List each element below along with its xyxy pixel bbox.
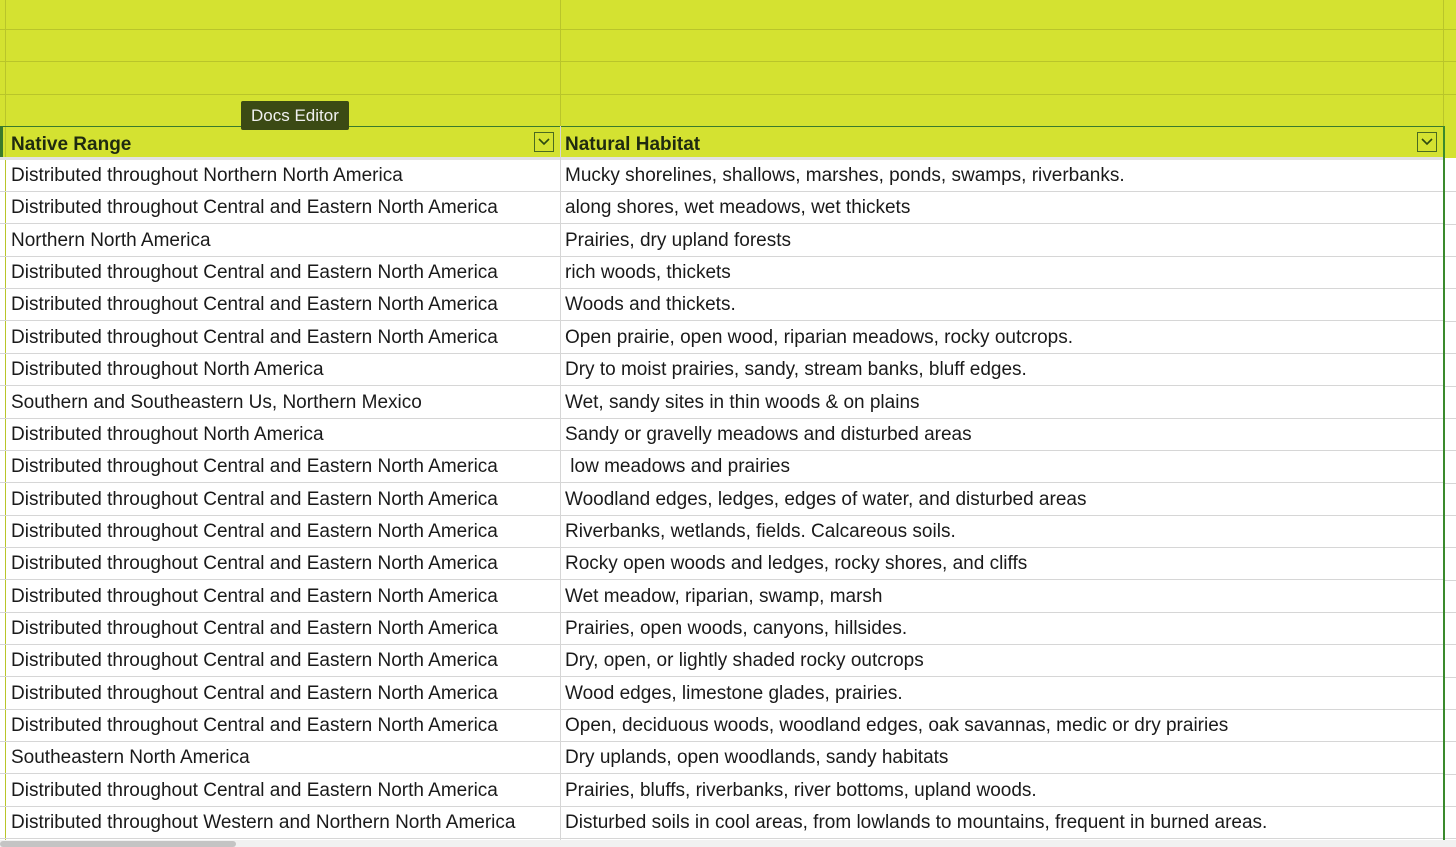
table-row [0, 419, 1444, 451]
table-row [0, 160, 1444, 192]
stub-row-line [1445, 547, 1456, 548]
cell-natural-habitat[interactable]: Wood edges, limestone glades, prairies. [565, 682, 903, 704]
stub-row-line [1445, 256, 1456, 257]
stub-row-line [1445, 515, 1456, 516]
stub-row-line [1445, 418, 1456, 419]
cell-natural-habitat[interactable]: Open, deciduous woods, woodland edges, oak savannas, medic or dry prairies [565, 715, 1229, 736]
cell-natural-habitat[interactable]: Rocky open woods and ledges, rocky shores, and cliffs [565, 553, 1028, 575]
cell-native-range[interactable]: Distributed throughout Central and Eastern North America [11, 617, 498, 639]
stub-row-line [1445, 321, 1456, 322]
table-row [0, 807, 1444, 839]
table-row [0, 548, 1444, 580]
cell-native-range[interactable]: Distributed throughout Western and Northern North America [11, 812, 516, 833]
cell-natural-habitat[interactable]: Prairies, dry upland forests [565, 229, 791, 251]
stub-row-line [1445, 612, 1456, 613]
cell-native-range[interactable]: Distributed throughout Central and Eastern North America [11, 520, 498, 542]
stub-row-line [1445, 774, 1456, 775]
cell-native-range[interactable]: Distributed throughout Central and Eastern North America [11, 779, 498, 801]
cell-native-range[interactable]: Distributed throughout Central and Eastern North America [11, 715, 498, 736]
table-row [0, 516, 1444, 548]
cell-native-range[interactable]: Distributed throughout Central and Eastern North America [11, 650, 498, 672]
stub-row-line [1445, 806, 1456, 807]
table-row [0, 225, 1444, 257]
stub-row-line [1445, 288, 1456, 289]
cell-natural-habitat[interactable]: Wet, sandy sites in thin woods & on plains [565, 391, 920, 413]
filter-button-natural-habitat[interactable] [1417, 132, 1437, 152]
cell-native-range[interactable]: Distributed throughout Central and Eastern North America [11, 553, 498, 575]
cell-natural-habitat[interactable]: Mucky shorelines, shallows, marshes, ponds, swamps, riverbanks. [565, 165, 1125, 186]
cell-natural-habitat[interactable]: Woodland edges, ledges, edges of water, and disturbed areas [565, 488, 1087, 510]
stub-row-line [1445, 450, 1456, 451]
horizontal-scrollbar-thumb[interactable] [0, 841, 236, 847]
table-row [0, 322, 1444, 354]
cell-natural-habitat[interactable]: Disturbed soils in cool areas, from lowlands to mountains, frequent in burned areas. [565, 812, 1268, 833]
cell-natural-habitat[interactable]: Prairies, open woods, canyons, hillsides. [565, 617, 908, 639]
cell-native-range[interactable]: Distributed throughout Central and Eastern North America [11, 456, 498, 478]
cell-natural-habitat[interactable]: low meadows and prairies [565, 456, 790, 478]
cell-native-range[interactable]: Distributed throughout Central and Eastern North America [11, 488, 498, 510]
chevron-down-icon [535, 133, 553, 151]
cell-native-range[interactable]: Distributed throughout Central and Eastern North America [11, 197, 498, 219]
table-row [0, 257, 1444, 289]
table-row [0, 192, 1444, 224]
table-row [0, 775, 1444, 807]
selection-edge [0, 126, 3, 157]
cell-natural-habitat[interactable]: Prairies, bluffs, riverbanks, river bottoms, upland woods. [565, 779, 1037, 801]
cell-native-range[interactable]: Distributed throughout Central and Eastern North America [11, 262, 498, 284]
stub-row-line [1445, 224, 1456, 225]
band-row-divider [0, 94, 1456, 95]
band-row-divider [0, 29, 1456, 30]
cell-native-range[interactable]: Northern North America [11, 229, 211, 251]
table-row [0, 742, 1444, 774]
stub-row-line [1445, 483, 1456, 484]
header-row [0, 126, 1444, 158]
cell-natural-habitat[interactable]: Wet meadow, riparian, swamp, marsh [565, 585, 883, 607]
table-row [0, 354, 1444, 386]
cell-natural-habitat[interactable]: Riverbanks, wetlands, fields. Calcareous soils. [565, 520, 956, 542]
column-divider [560, 126, 561, 842]
stub-row-line [1445, 580, 1456, 581]
cell-natural-habitat[interactable]: Sandy or gravelly meadows and disturbed areas [565, 423, 972, 445]
column-header-native-range[interactable]: Native Range [11, 134, 132, 155]
stub-row-line [1445, 644, 1456, 645]
stub-row-line [1445, 353, 1456, 354]
table-row [0, 678, 1444, 710]
table-row [0, 581, 1444, 613]
table-row [0, 484, 1444, 516]
cell-native-range[interactable]: Distributed throughout Central and Eastern North America [11, 326, 498, 348]
stub-row-line [1445, 741, 1456, 742]
table-row [0, 289, 1444, 321]
cell-native-range[interactable]: Southern and Southeastern Us, Northern Mexico [11, 391, 422, 413]
next-column-stub [1445, 160, 1456, 842]
cell-natural-habitat[interactable]: rich woods, thickets [565, 262, 731, 284]
table-row [0, 451, 1444, 483]
cell-natural-habitat[interactable]: Dry, open, or lightly shaded rocky outcrops [565, 650, 924, 672]
column-header-natural-habitat[interactable]: Natural Habitat [565, 134, 701, 155]
cell-native-range[interactable]: Distributed throughout Northern North America [11, 165, 403, 186]
cell-native-range[interactable]: Southeastern North America [11, 747, 250, 769]
table-row [0, 645, 1444, 677]
cell-native-range[interactable]: Distributed throughout Central and Eastern North America [11, 682, 498, 704]
stub-row-line [1445, 191, 1456, 192]
table-row [0, 387, 1444, 419]
stub-row-line [1445, 709, 1456, 710]
cell-native-range[interactable]: Distributed throughout Central and Eastern North America [11, 585, 498, 607]
cell-natural-habitat[interactable]: Open prairie, open wood, riparian meadows, rocky outcrops. [565, 326, 1073, 348]
cell-natural-habitat[interactable]: Woods and thickets. [565, 294, 736, 316]
band-row-divider [0, 61, 1456, 62]
table-row [0, 710, 1444, 742]
cell-natural-habitat[interactable]: Dry uplands, open woodlands, sandy habitats [565, 747, 949, 769]
cell-natural-habitat[interactable]: along shores, wet meadows, wet thickets [565, 197, 911, 219]
stub-row-line [1445, 386, 1456, 387]
table-row [0, 613, 1444, 645]
cell-native-range[interactable]: Distributed throughout North America [11, 359, 324, 381]
stub-row-line [1445, 677, 1456, 678]
filter-button-native-range[interactable] [534, 132, 554, 152]
cell-natural-habitat[interactable]: Dry to moist prairies, sandy, stream banks, bluff edges. [565, 359, 1027, 381]
cell-native-range[interactable]: Distributed throughout Central and Eastern North America [11, 294, 498, 316]
cell-native-range[interactable]: Distributed throughout North America [11, 423, 324, 445]
chevron-down-icon [1418, 133, 1436, 151]
stub-row-line [1445, 838, 1456, 839]
docs-editor-tooltip: Docs Editor [241, 101, 349, 130]
